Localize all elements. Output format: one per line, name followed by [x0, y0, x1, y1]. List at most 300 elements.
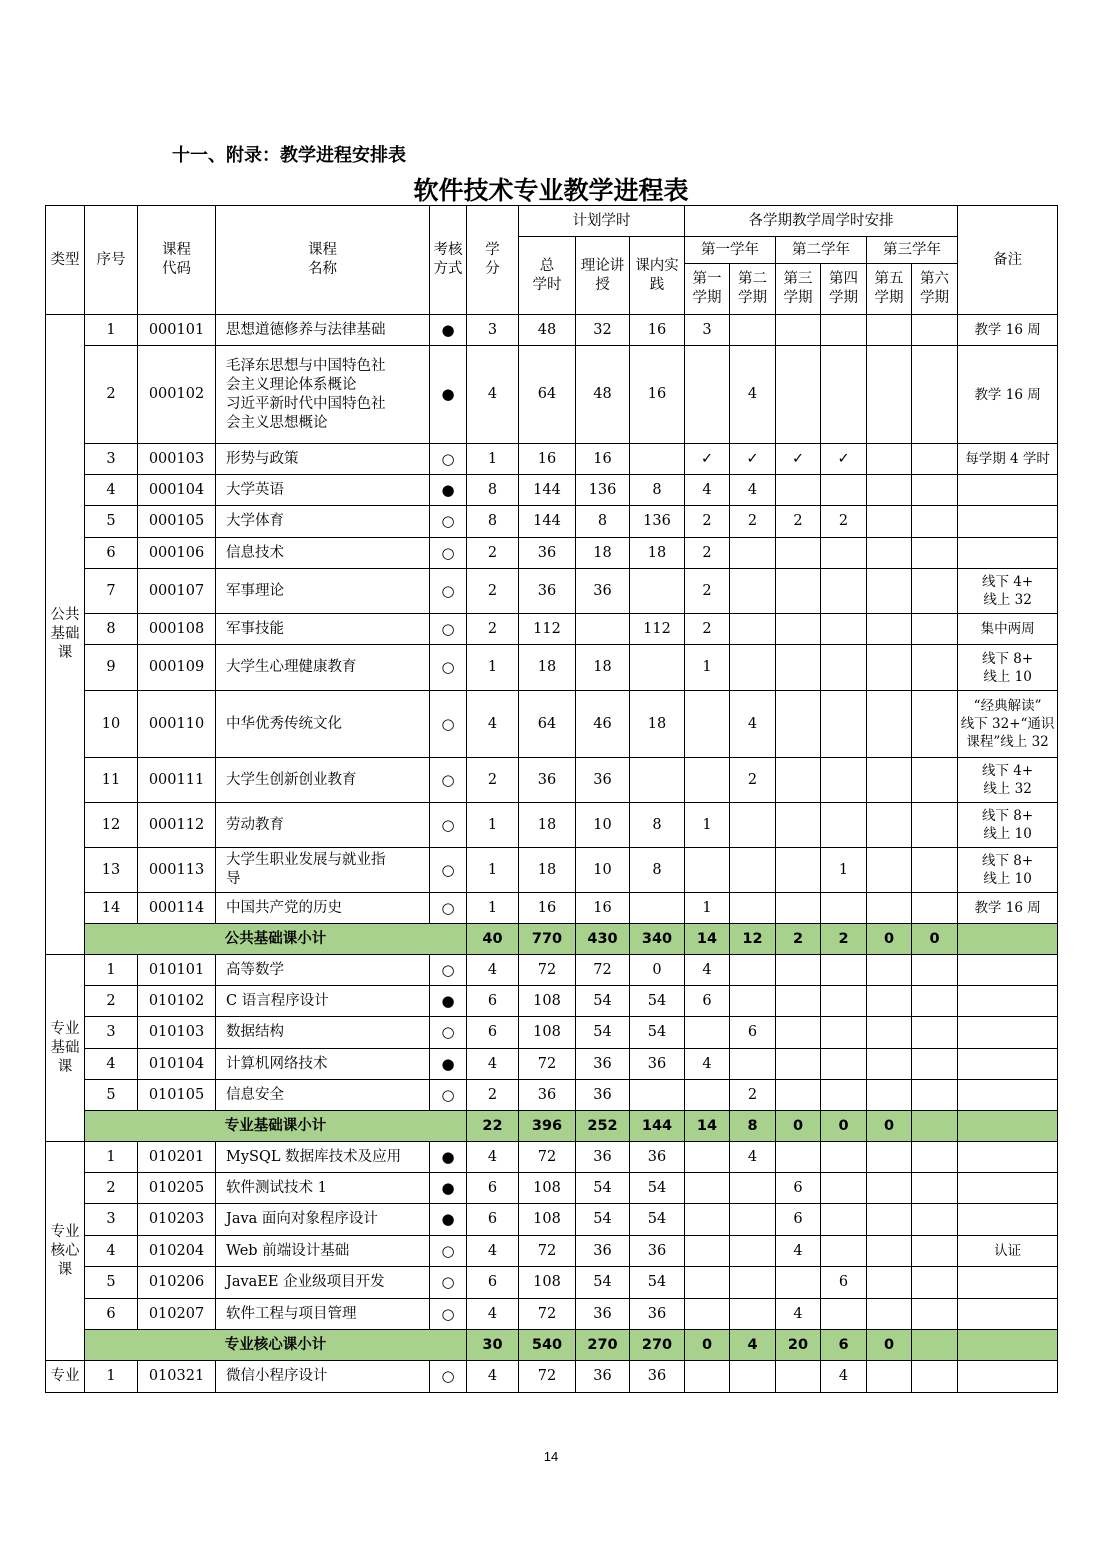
category-cell: 专业 [46, 1361, 85, 1393]
semester-3-cell [776, 848, 821, 893]
semester-3-cell [776, 569, 821, 614]
semester-6-cell [912, 1204, 958, 1236]
course-code-cell: 010103 [138, 1017, 216, 1049]
table-row [46, 1173, 1058, 1204]
subtotal-practice-hours: 270 [630, 1330, 685, 1361]
course-code-cell: 000102 [138, 346, 216, 444]
document-title: 软件技术专业教学进程表 [413, 176, 689, 205]
note-cell [958, 1361, 1058, 1393]
semester-1-cell: 1 [685, 803, 730, 848]
note-cell [958, 1017, 1058, 1049]
semester-2-cell: 2 [730, 1080, 776, 1111]
exam-method-cell: ● [430, 1173, 467, 1204]
semester-4-cell: 4 [821, 1361, 867, 1393]
practice-hours-cell: 54 [630, 1173, 685, 1204]
semester-2-cell: 6 [730, 1017, 776, 1049]
course-code-cell: 000109 [138, 645, 216, 691]
table-row [46, 893, 1058, 924]
seq-cell: 4 [85, 475, 138, 506]
table-row [46, 1204, 1058, 1236]
semester-3-cell [776, 1049, 821, 1080]
semester-5-cell [867, 758, 912, 803]
subtotal-credit: 40 [467, 924, 519, 955]
course-name-cell: 数据结构 [216, 1017, 430, 1049]
practice-hours-cell [630, 569, 685, 614]
practice-hours-cell: 54 [630, 1017, 685, 1049]
semester-3-cell [776, 893, 821, 924]
note-cell: 认证 [958, 1236, 1058, 1267]
semester-5-cell [867, 1204, 912, 1236]
credit-cell: 4 [467, 346, 519, 444]
total-hours-cell: 18 [519, 803, 576, 848]
credit-cell: 2 [467, 538, 519, 569]
semester-4-cell [821, 315, 867, 346]
course-code-cell: 000110 [138, 691, 216, 758]
category-cell: 公共 基础 课 [46, 315, 85, 955]
semester-4-cell [821, 1080, 867, 1111]
subtotal-semester-4: 6 [821, 1330, 867, 1361]
theory-hours-cell: 36 [576, 1299, 630, 1330]
note-cell: 集中两周 [958, 614, 1058, 645]
course-name-cell: MySQL 数据库技术及应用 [216, 1142, 430, 1173]
semester-4-cell [821, 1173, 867, 1204]
course-code-cell: 000101 [138, 315, 216, 346]
course-name-cell: 毛泽东思想与中国特色社 会主义理论体系概论 习近平新时代中国特色社 会主义思想概论 [216, 346, 430, 444]
semester-5-cell [867, 1173, 912, 1204]
header-sem5: 第五 学期 [867, 264, 912, 315]
semester-6-cell [912, 691, 958, 758]
semester-1-cell: 4 [685, 475, 730, 506]
semester-5-cell [867, 1017, 912, 1049]
total-hours-cell: 112 [519, 614, 576, 645]
semester-6-cell [912, 538, 958, 569]
header-arrangement: 各学期教学周学时安排 [685, 206, 958, 237]
seq-cell: 6 [85, 538, 138, 569]
exam-method-cell: ○ [430, 1017, 467, 1049]
course-name-cell: JavaEE 企业级项目开发 [216, 1267, 430, 1299]
semester-3-cell: ✓ [776, 444, 821, 475]
total-hours-cell: 108 [519, 1267, 576, 1299]
subtotal-semester-3: 2 [776, 924, 821, 955]
total-hours-cell: 108 [519, 1173, 576, 1204]
credit-cell: 3 [467, 315, 519, 346]
theory-hours-cell: 36 [576, 1049, 630, 1080]
header-practice: 课内实 践 [630, 237, 685, 315]
header-year1: 第一学年 [685, 237, 776, 264]
exam-method-cell: ○ [430, 1236, 467, 1267]
theory-hours-cell: 36 [576, 1142, 630, 1173]
course-name-cell: Web 前端设计基础 [216, 1236, 430, 1267]
course-name-cell: 大学生心理健康教育 [216, 645, 430, 691]
semester-5-cell [867, 1267, 912, 1299]
semester-1-cell: 4 [685, 1049, 730, 1080]
credit-cell: 8 [467, 475, 519, 506]
table-row [46, 1299, 1058, 1330]
semester-6-cell [912, 758, 958, 803]
subtotal-label: 专业基础课小计 [85, 1111, 467, 1142]
semester-1-cell: 2 [685, 538, 730, 569]
credit-cell: 4 [467, 955, 519, 986]
course-code-cell: 010105 [138, 1080, 216, 1111]
semester-1-cell [685, 346, 730, 444]
semester-4-cell [821, 1142, 867, 1173]
semester-3-cell [776, 315, 821, 346]
course-name-cell: 形势与政策 [216, 444, 430, 475]
course-code-cell: 000107 [138, 569, 216, 614]
note-cell: 线下 4+ 线上 32 [958, 569, 1058, 614]
semester-3-cell: 6 [776, 1173, 821, 1204]
credit-cell: 1 [467, 645, 519, 691]
semester-5-cell [867, 569, 912, 614]
semester-2-cell: 2 [730, 758, 776, 803]
course-code-cell: 010204 [138, 1236, 216, 1267]
semester-6-cell [912, 1361, 958, 1393]
table-row [46, 1049, 1058, 1080]
table-row [46, 955, 1058, 986]
semester-4-cell [821, 645, 867, 691]
total-hours-cell: 64 [519, 691, 576, 758]
subtotal-note [958, 1111, 1058, 1142]
seq-cell: 3 [85, 1204, 138, 1236]
subtotal-semester-3: 20 [776, 1330, 821, 1361]
header-sem1: 第一 学期 [685, 264, 730, 315]
subtotal-note [958, 1330, 1058, 1361]
practice-hours-cell: 36 [630, 1299, 685, 1330]
course-code-cell: 000111 [138, 758, 216, 803]
practice-hours-cell: 8 [630, 803, 685, 848]
semester-5-cell [867, 475, 912, 506]
semester-2-cell: 4 [730, 475, 776, 506]
semester-6-cell [912, 955, 958, 986]
semester-2-cell [730, 538, 776, 569]
semester-1-cell [685, 1236, 730, 1267]
total-hours-cell: 36 [519, 569, 576, 614]
subtotal-semester-2: 12 [730, 924, 776, 955]
exam-method-cell: ● [430, 475, 467, 506]
semester-5-cell [867, 614, 912, 645]
semester-2-cell [730, 1204, 776, 1236]
theory-hours-cell: 46 [576, 691, 630, 758]
semester-4-cell: 1 [821, 848, 867, 893]
theory-hours-cell: 72 [576, 955, 630, 986]
subtotal-semester-5: 0 [867, 1111, 912, 1142]
note-cell: 线下 8+ 线上 10 [958, 848, 1058, 893]
total-hours-cell: 108 [519, 1204, 576, 1236]
semester-4-cell [821, 893, 867, 924]
note-cell: 每学期 4 学时 [958, 444, 1058, 475]
exam-method-cell: ● [430, 315, 467, 346]
course-code-cell: 000112 [138, 803, 216, 848]
subtotal-total-hours: 396 [519, 1111, 576, 1142]
credit-cell: 1 [467, 803, 519, 848]
semester-2-cell: 4 [730, 346, 776, 444]
theory-hours-cell: 10 [576, 803, 630, 848]
header-plan-hours: 计划学时 [519, 206, 685, 237]
course-code-cell: 010205 [138, 1173, 216, 1204]
semester-6-cell [912, 1299, 958, 1330]
total-hours-cell: 64 [519, 346, 576, 444]
seq-cell: 2 [85, 346, 138, 444]
semester-4-cell: ✓ [821, 444, 867, 475]
total-hours-cell: 144 [519, 506, 576, 538]
theory-hours-cell: 18 [576, 645, 630, 691]
header-code: 课程 代码 [138, 206, 216, 315]
semester-2-cell [730, 1267, 776, 1299]
subtotal-semester-6 [912, 1111, 958, 1142]
credit-cell: 1 [467, 848, 519, 893]
seq-cell: 10 [85, 691, 138, 758]
theory-hours-cell: 48 [576, 346, 630, 444]
semester-6-cell [912, 1236, 958, 1267]
header-sem2: 第二 学期 [730, 264, 776, 315]
practice-hours-cell: 0 [630, 955, 685, 986]
semester-6-cell [912, 1017, 958, 1049]
subtotal-semester-1: 14 [685, 1111, 730, 1142]
practice-hours-cell [630, 1080, 685, 1111]
semester-4-cell [821, 955, 867, 986]
theory-hours-cell: 36 [576, 1236, 630, 1267]
semester-2-cell [730, 848, 776, 893]
total-hours-cell: 16 [519, 444, 576, 475]
header-sem4: 第四 学期 [821, 264, 867, 315]
seq-cell: 1 [85, 1361, 138, 1393]
exam-method-cell: ○ [430, 1361, 467, 1393]
exam-method-cell: ○ [430, 444, 467, 475]
semester-4-cell [821, 691, 867, 758]
table-row [46, 1080, 1058, 1111]
subtotal-semester-5: 0 [867, 1330, 912, 1361]
total-hours-cell: 144 [519, 475, 576, 506]
semester-4-cell [821, 758, 867, 803]
table-row [46, 1236, 1058, 1267]
note-cell [958, 506, 1058, 538]
subtotal-credit: 22 [467, 1111, 519, 1142]
semester-3-cell [776, 986, 821, 1017]
practice-hours-cell: 136 [630, 506, 685, 538]
subtotal-theory-hours: 270 [576, 1330, 630, 1361]
subtotal-theory-hours: 252 [576, 1111, 630, 1142]
semester-1-cell: ✓ [685, 444, 730, 475]
semester-1-cell [685, 758, 730, 803]
course-code-cell: 000106 [138, 538, 216, 569]
semester-5-cell [867, 1080, 912, 1111]
exam-method-cell: ○ [430, 758, 467, 803]
theory-hours-cell: 10 [576, 848, 630, 893]
semester-6-cell [912, 1080, 958, 1111]
table-row [46, 986, 1058, 1017]
course-name-cell: 信息技术 [216, 538, 430, 569]
semester-5-cell [867, 893, 912, 924]
table-row [46, 346, 1058, 444]
subtotal-theory-hours: 430 [576, 924, 630, 955]
theory-hours-cell: 36 [576, 1080, 630, 1111]
semester-2-cell [730, 1173, 776, 1204]
subtotal-semester-4: 0 [821, 1111, 867, 1142]
subtotal-practice-hours: 144 [630, 1111, 685, 1142]
subtotal-row [46, 1330, 1058, 1361]
page-number: 14 [543, 1449, 559, 1464]
total-hours-cell: 18 [519, 645, 576, 691]
subtotal-label: 专业核心课小计 [85, 1330, 467, 1361]
seq-cell: 5 [85, 1267, 138, 1299]
seq-cell: 1 [85, 315, 138, 346]
header-theory: 理论讲 授 [576, 237, 630, 315]
exam-method-cell: ○ [430, 538, 467, 569]
total-hours-cell: 108 [519, 1017, 576, 1049]
seq-cell: 9 [85, 645, 138, 691]
exam-method-cell: ● [430, 1204, 467, 1236]
note-cell [958, 955, 1058, 986]
semester-6-cell [912, 848, 958, 893]
exam-method-cell: ● [430, 986, 467, 1017]
subtotal-semester-2: 4 [730, 1330, 776, 1361]
subtotal-semester-6: 0 [912, 924, 958, 955]
seq-cell: 3 [85, 444, 138, 475]
course-code-cell: 000114 [138, 893, 216, 924]
semester-6-cell [912, 803, 958, 848]
course-code-cell: 000108 [138, 614, 216, 645]
semester-5-cell [867, 691, 912, 758]
table-row [46, 803, 1058, 848]
semester-3-cell [776, 691, 821, 758]
practice-hours-cell [630, 444, 685, 475]
semester-4-cell [821, 475, 867, 506]
table-row [46, 538, 1058, 569]
course-name-cell: 微信小程序设计 [216, 1361, 430, 1393]
table-row [46, 1361, 1058, 1393]
header-year3: 第三学年 [867, 237, 958, 264]
subtotal-row [46, 1111, 1058, 1142]
semester-2-cell [730, 1299, 776, 1330]
seq-cell: 13 [85, 848, 138, 893]
semester-5-cell [867, 1142, 912, 1173]
theory-hours-cell: 16 [576, 444, 630, 475]
subtotal-total-hours: 540 [519, 1330, 576, 1361]
credit-cell: 1 [467, 893, 519, 924]
total-hours-cell: 16 [519, 893, 576, 924]
semester-1-cell [685, 848, 730, 893]
header-type: 类型 [46, 206, 85, 315]
semester-2-cell [730, 955, 776, 986]
exam-method-cell: ○ [430, 893, 467, 924]
semester-2-cell: ✓ [730, 444, 776, 475]
table-row [46, 1267, 1058, 1299]
table-row [46, 758, 1058, 803]
semester-4-cell: 2 [821, 506, 867, 538]
theory-hours-cell: 32 [576, 315, 630, 346]
course-name-cell: 大学英语 [216, 475, 430, 506]
semester-1-cell: 3 [685, 315, 730, 346]
subtotal-note [958, 924, 1058, 955]
table-row [46, 1142, 1058, 1173]
semester-1-cell: 6 [685, 986, 730, 1017]
theory-hours-cell: 36 [576, 1361, 630, 1393]
semester-6-cell [912, 986, 958, 1017]
course-code-cell: 010207 [138, 1299, 216, 1330]
subtotal-semester-1: 0 [685, 1330, 730, 1361]
total-hours-cell: 36 [519, 758, 576, 803]
course-code-cell: 010102 [138, 986, 216, 1017]
table-row [46, 569, 1058, 614]
practice-hours-cell: 54 [630, 1204, 685, 1236]
exam-method-cell: ● [430, 346, 467, 444]
semester-3-cell [776, 614, 821, 645]
header-year2: 第二学年 [776, 237, 867, 264]
header-credit: 学 分 [467, 206, 519, 315]
table-row [46, 506, 1058, 538]
practice-hours-cell: 18 [630, 538, 685, 569]
header-sem6: 第六 学期 [912, 264, 958, 315]
semester-3-cell [776, 1267, 821, 1299]
course-name-cell: C 语言程序设计 [216, 986, 430, 1017]
course-name-cell: 高等数学 [216, 955, 430, 986]
semester-5-cell [867, 848, 912, 893]
credit-cell: 8 [467, 506, 519, 538]
semester-1-cell [685, 1267, 730, 1299]
credit-cell: 4 [467, 1142, 519, 1173]
semester-2-cell [730, 1049, 776, 1080]
credit-cell: 4 [467, 1049, 519, 1080]
semester-6-cell [912, 444, 958, 475]
exam-method-cell: ○ [430, 614, 467, 645]
seq-cell: 6 [85, 1299, 138, 1330]
semester-5-cell [867, 1236, 912, 1267]
table-row [46, 1017, 1058, 1049]
practice-hours-cell: 16 [630, 315, 685, 346]
semester-1-cell: 2 [685, 614, 730, 645]
practice-hours-cell [630, 645, 685, 691]
table-row [46, 691, 1058, 758]
semester-2-cell [730, 893, 776, 924]
exam-method-cell: ○ [430, 1080, 467, 1111]
semester-6-cell [912, 893, 958, 924]
practice-hours-cell [630, 893, 685, 924]
subtotal-semester-6 [912, 1330, 958, 1361]
semester-2-cell [730, 315, 776, 346]
subtotal-row [46, 924, 1058, 955]
total-hours-cell: 72 [519, 1142, 576, 1173]
seq-cell: 3 [85, 1017, 138, 1049]
semester-6-cell [912, 1049, 958, 1080]
note-cell [958, 1204, 1058, 1236]
practice-hours-cell: 8 [630, 848, 685, 893]
subtotal-credit: 30 [467, 1330, 519, 1361]
semester-2-cell [730, 1361, 776, 1393]
credit-cell: 2 [467, 758, 519, 803]
semester-2-cell [730, 614, 776, 645]
credit-cell: 4 [467, 1236, 519, 1267]
total-hours-cell: 72 [519, 1236, 576, 1267]
course-name-cell: 劳动教育 [216, 803, 430, 848]
semester-3-cell: 6 [776, 1204, 821, 1236]
semester-2-cell: 2 [730, 506, 776, 538]
practice-hours-cell: 18 [630, 691, 685, 758]
course-name-cell: 大学生职业发展与就业指 导 [216, 848, 430, 893]
practice-hours-cell [630, 758, 685, 803]
theory-hours-cell: 54 [576, 1017, 630, 1049]
semester-3-cell [776, 803, 821, 848]
seq-cell: 12 [85, 803, 138, 848]
exam-method-cell: ○ [430, 1299, 467, 1330]
credit-cell: 6 [467, 1173, 519, 1204]
semester-4-cell [821, 1299, 867, 1330]
semester-1-cell: 4 [685, 955, 730, 986]
semester-4-cell [821, 614, 867, 645]
category-cell: 专业 基础 课 [46, 955, 85, 1142]
semester-5-cell [867, 986, 912, 1017]
semester-3-cell [776, 1361, 821, 1393]
exam-method-cell: ○ [430, 803, 467, 848]
